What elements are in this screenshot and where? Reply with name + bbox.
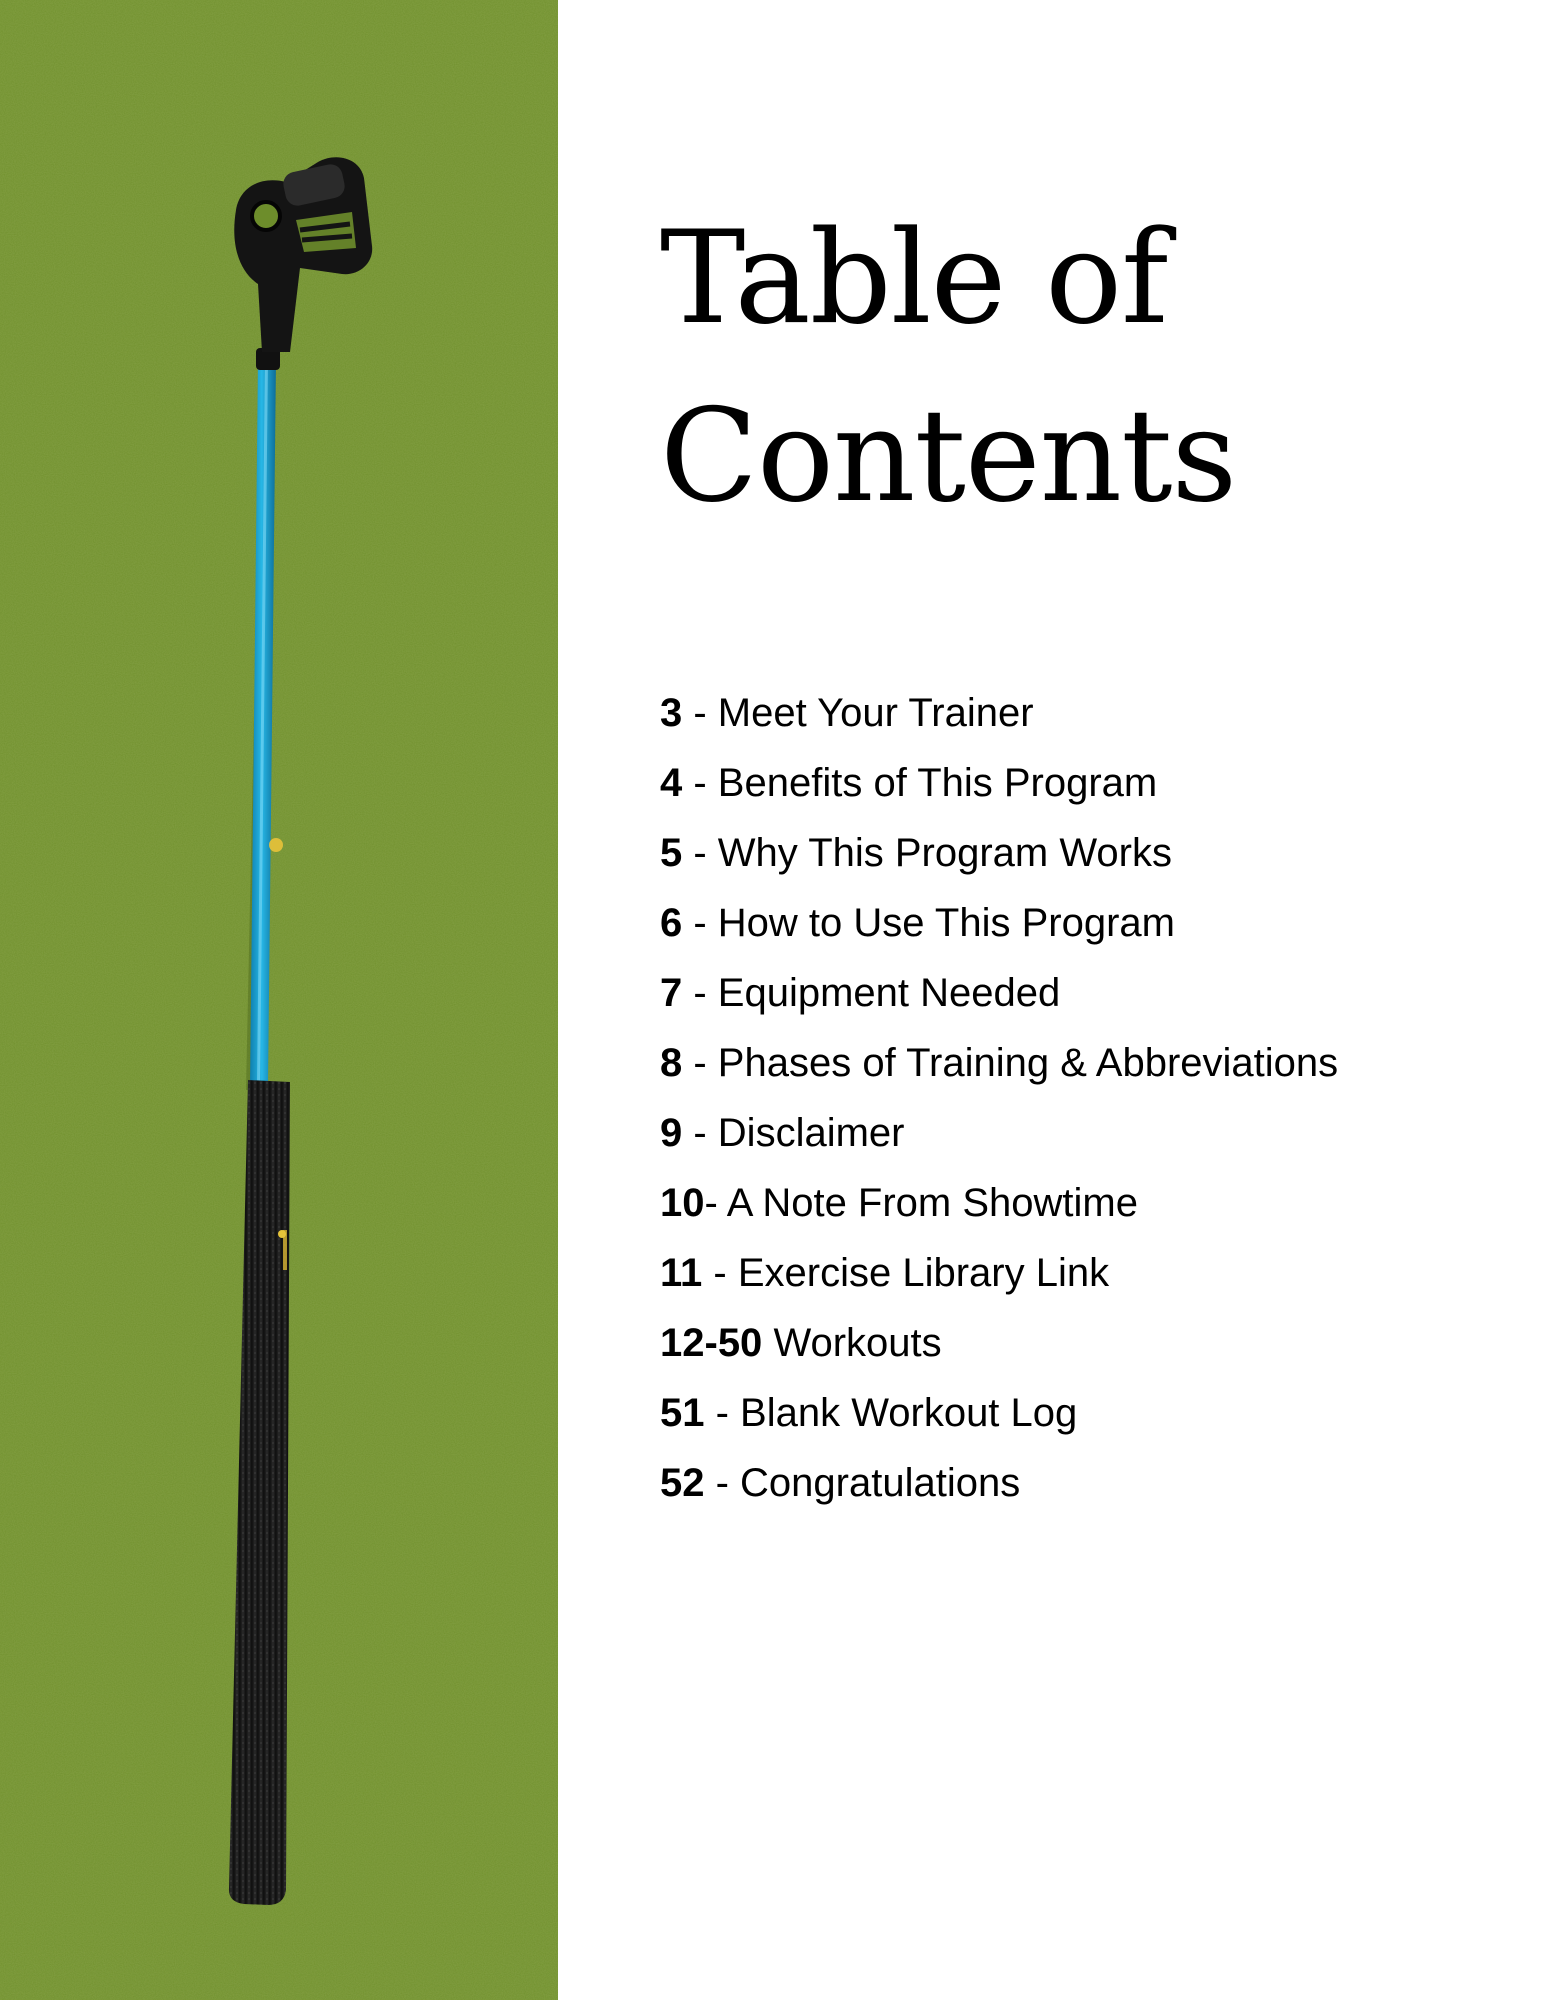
toc-label: Equipment Needed (717, 971, 1061, 1015)
toc-list (660, 678, 1520, 1518)
toc-page-number: 4 (660, 761, 683, 805)
toc-page-number: 7 (660, 971, 683, 1015)
toc-separator: - (682, 971, 718, 1015)
toc-separator: - (682, 831, 718, 875)
toc-label: Blank Workout Log (740, 1391, 1078, 1435)
golf-trainer-photo (0, 0, 558, 2000)
page-title-line-2: Contents (660, 382, 1237, 531)
toc-label: Benefits of This Program (717, 761, 1158, 805)
toc-page-number: 11 (660, 1251, 703, 1295)
toc-label: A Note From Showtime (726, 1181, 1138, 1225)
toc-separator: - (704, 1461, 741, 1505)
toc-label: Phases of Training & Abbreviations (717, 1041, 1339, 1085)
toc-separator: - (682, 761, 718, 805)
toc-page-number: 3 (660, 691, 683, 735)
toc-page-number: 5 (660, 831, 683, 875)
toc-item[interactable] (660, 1238, 1520, 1308)
page-title (660, 190, 1520, 546)
toc-item[interactable] (660, 1308, 1520, 1378)
toc-page-number: 12-50 (660, 1321, 763, 1365)
toc-label: Disclaimer (717, 1111, 905, 1155)
toc-page-number: 51 (660, 1391, 705, 1435)
toc-page-number: 8 (660, 1041, 683, 1085)
toc-item[interactable] (660, 1168, 1520, 1238)
toc-separator: - (682, 901, 718, 945)
toc-separator: - (704, 1181, 727, 1225)
toc-page-number: 6 (660, 901, 683, 945)
toc-item[interactable] (660, 1098, 1520, 1168)
toc-page-number: 52 (660, 1461, 705, 1505)
toc-label: Exercise Library Link (737, 1251, 1110, 1295)
toc-item[interactable] (660, 1028, 1520, 1098)
toc-item[interactable] (660, 1448, 1520, 1518)
toc-item[interactable] (660, 748, 1520, 818)
toc-item[interactable] (660, 678, 1520, 748)
toc-label: Meet Your Trainer (717, 691, 1034, 735)
toc-separator (762, 1321, 773, 1365)
toc-item[interactable] (660, 818, 1520, 888)
toc-separator: - (682, 1111, 718, 1155)
toc-separator: - (682, 691, 718, 735)
toc-page-number: 10 (660, 1181, 705, 1225)
toc-label: Workouts (773, 1321, 942, 1365)
toc-item[interactable] (660, 958, 1520, 1028)
toc-item[interactable] (660, 888, 1520, 958)
toc-label: Congratulations (740, 1461, 1021, 1505)
page-title-line-1: Table of (660, 204, 1168, 353)
toc-label: How to Use This Program (717, 901, 1175, 945)
toc-separator: - (702, 1251, 738, 1295)
toc-separator: - (682, 1041, 718, 1085)
toc-label: Why This Program Works (717, 831, 1172, 875)
toc-item[interactable] (660, 1378, 1520, 1448)
toc-separator: - (704, 1391, 741, 1435)
toc-content (660, 190, 1520, 1505)
toc-page-number: 9 (660, 1111, 683, 1155)
golf-swing-trainer-icon (0, 0, 558, 2000)
